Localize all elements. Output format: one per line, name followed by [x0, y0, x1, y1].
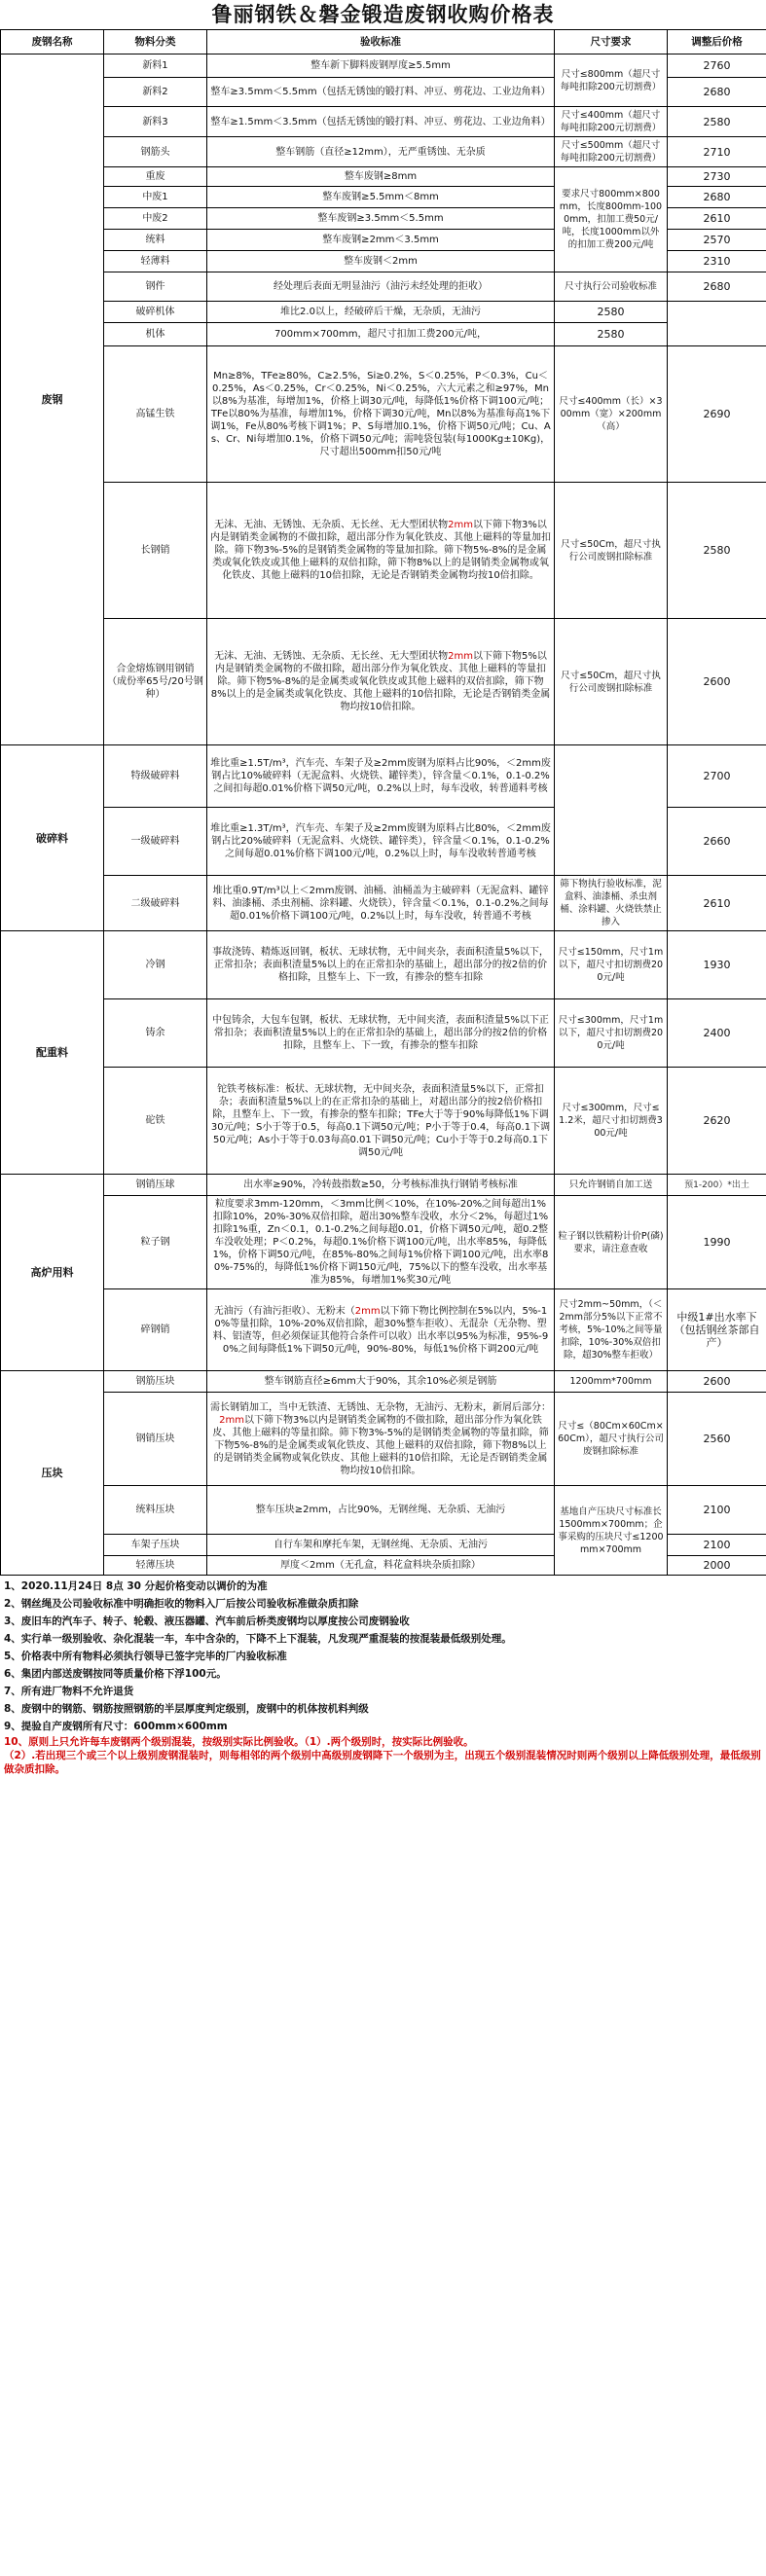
table-row	[1, 1196, 766, 1289]
price-cell: 1990	[668, 1196, 766, 1289]
subcategory-cell: 机体	[104, 323, 207, 346]
highlight-text: 2mm	[219, 1414, 244, 1426]
subcategory-cell: 钢销压块	[104, 1393, 207, 1486]
standard-cell: 整车废钢≥2mm＜3.5mm	[207, 230, 555, 251]
price-cell: 2310	[668, 251, 766, 272]
note-line: 5、价格表中所有物料必须执行领导已签字完毕的厂内验收标准	[4, 1651, 287, 1662]
standard-cell: 整车废钢≥8mm	[207, 167, 555, 187]
subcategory-cell: 砣铁	[104, 1068, 207, 1175]
note-line: 7、所有进厂物料不允许退货	[4, 1686, 134, 1697]
standard-cell: 堆比重≥1.5T/m³，汽车壳、车架子及≥2mm废钢为原料占比90%，＜2mm废钢占比10%破碎料（无泥盒料、火烧铁、罐锌类），锌含量＜0.1%，0.1-0.2%之间扣每超0.01%价格下调50元/吨，0.2%以上时，每车没收，转普通料考核	[207, 745, 555, 808]
red-note-line: 10、原则上只允许每车废钢两个级别混装，按级别实际比例验收。（1）.两个级别时，按实际比例验收。	[4, 1736, 474, 1748]
size-cell: 尺寸2mm~50mm，（＜2mm部分5%以下正常不考核，5%-10%之间等量扣除，10%-30%双倍扣除，超30%整车拒收）	[555, 1289, 668, 1371]
standard-cell: 堆比重≥1.3T/m³，汽车壳、车架子及≥2mm废钢为原料占比80%，＜2mm废钢占比20%破碎料（无泥盒料、火烧铁、罐锌类），锌含量＜0.1%，0.1-0.2%之间每超0.01%价格下调100元/吨，0.2%以上时，每车没收转普通考核	[207, 808, 555, 876]
standard-cell: 厚度＜2mm（无孔盒，料花盒料块杂质扣除）	[207, 1556, 555, 1576]
note-line: 1、2020.11月24日 8点 30 分起价格变动以调价的为准	[4, 1580, 268, 1592]
table-row	[1, 1393, 766, 1486]
subcategory-cell: 一级破碎料	[104, 808, 207, 876]
standard-cell: 整车废钢≥5.5mm＜8mm	[207, 187, 555, 208]
table-row	[1, 1175, 766, 1196]
standard-cell: 整车钢筋直径≥6mm大于90%，其余10%必须是钢筋	[207, 1371, 555, 1393]
category-cell: 废钢	[1, 54, 104, 745]
table-row	[1, 876, 766, 931]
subcategory-cell: 中废1	[104, 187, 207, 208]
price-cell: 2100	[668, 1486, 766, 1535]
size-cell: 尺寸≤（80Cm×60Cm×60Cm），超尺寸执行公司废钢扣除标准	[555, 1393, 668, 1486]
price-cell: 2400	[668, 999, 766, 1068]
price-cell: 2600	[668, 619, 766, 745]
price-cell: 2730	[668, 167, 766, 187]
category-cell: 高炉用料	[1, 1175, 104, 1371]
price-cell: 2580	[555, 323, 668, 346]
price-cell: 2610	[668, 876, 766, 931]
table-row	[1, 931, 766, 999]
standard-cell: 自行车架和摩托车架，无钢丝绳、无杂质、无油污	[207, 1535, 555, 1556]
header-category: 物料分类	[104, 30, 207, 54]
subcategory-cell: 钢件	[104, 272, 207, 302]
standard-cell: 堆比重0.9T/m³以上＜2mm废钢、油桶、油桶盖为主破碎料（无泥盒料、罐锌料、油漆桶、杀虫剂桶、涂料罐、火烧铁），锌含量＜0.1%，0.1-0.2%之间每超0.01%价格下调100元/吨，0.2%以上时，每车没收，转普通不考核	[207, 876, 555, 931]
highlight-text: 2mm	[448, 520, 473, 530]
subcategory-cell: 特级破碎料	[104, 745, 207, 808]
table-header-row	[1, 30, 766, 54]
header-scrap-name: 废钢名称	[1, 30, 104, 54]
price-cell: 2100	[668, 1535, 766, 1556]
category-cell: 配重料	[1, 931, 104, 1175]
note-line: 6、集团内部送废钢按同等质量价格下浮100元。	[4, 1668, 227, 1680]
table-row	[1, 54, 766, 78]
standard-cell: 无油污（有油污拒收）、无粉末（2mm以下筛下物比例控制在5%以内，5%-10%等量扣除，10%-20%双倍扣除，超30%整车拒收）、无混杂（无杂物、塑料、铝渣等，但必须保证其他符合条件可以收）出水率以95%为标准，95%-90%之间每降低1%下调50元/吨，90%-80%，每低1%价格下调200元/吨	[207, 1289, 555, 1371]
notes-section	[0, 1576, 766, 1778]
table-row	[1, 1371, 766, 1393]
price-cell: 2700	[668, 745, 766, 808]
subcategory-cell: 中废2	[104, 208, 207, 230]
size-cell: 只允许钢销自加工送	[555, 1175, 668, 1196]
price-cell: 2660	[668, 808, 766, 876]
size-cell: 尺寸≤300mm，尺寸1m以下，超尺寸扣切割费200元/吨	[555, 999, 668, 1068]
price-table	[0, 29, 766, 1576]
subcategory-cell: 粒子钢	[104, 1196, 207, 1289]
header-standard: 验收标准	[207, 30, 555, 54]
subcategory-cell: 高锰生铁	[104, 346, 207, 483]
highlight-text: 2mm	[448, 651, 473, 662]
subcategory-cell: 轻薄料	[104, 251, 207, 272]
side-note: 预1-200）*出土	[684, 1180, 749, 1190]
subcategory-cell: 铸余	[104, 999, 207, 1068]
price-cell: 中级1#出水率下（包括钢丝茶部自产）	[668, 1289, 766, 1371]
table-row	[1, 346, 766, 483]
subcategory-cell: 破碎机体	[104, 302, 207, 323]
table-body	[1, 54, 766, 1576]
price-cell: 2560	[668, 1393, 766, 1486]
standard-cell: 铊铁考核标准：板状、无球状物，无中间夹杂，表面积渣量5%以下，正常扣杂；表面积渣量5%以上的在正常扣杂的基础上，对超出部分的按2倍价格扣除，且整车上、下一致，有掺杂的整车扣除；TFe大于等于90%每降低1%下调30元/吨；S小于等于0.5，每高0.1下调50元/吨；P小于等于0.4，每高0.1下调50元/吨；As小于等于0.03每高0.01下调50元/吨；Cu小于等于0.2每高0.1下调50元/吨	[207, 1068, 555, 1175]
price-cell: 1930	[668, 931, 766, 999]
category-cell: 破碎料	[1, 745, 104, 931]
standard-cell: 需长钢销加工，当中无铁渣、无锈蚀、无杂物，无油污、无粉末，新屑后部分：2mm以下筛下物3%以内是钢销类金属物的不做扣除，超出部分作为氧化铁皮、其他上磁料的等量扣除。筛下物3%-5%的是钢销类金属物的等量扣除，筛下物5%-8%的是金属类或氧化铁皮、其他上磁料的双倍扣除，筛下物8%以上的是钢销类金属物或氧化铁皮、其他上磁料的10倍扣除，无论是否钢销类金属物均按10倍扣除。	[207, 1393, 555, 1486]
standard-cell: 整车钢筋（直径≥12mm），无严重锈蚀、无杂质	[207, 137, 555, 167]
size-cell: 尺寸≤800mm（超尺寸每吨扣除200元切割费）	[555, 54, 668, 107]
standard-cell: 事故浇铸、精炼返回钢，板状、无球状物，无中间夹杂，表面积渣量5%以下，正常扣杂；表面积渣量5%以上的在正常扣杂的基础上，超出部分的按2倍的价格扣除，且整车上、下一致，有掺杂的整车扣除	[207, 931, 555, 999]
highlight-text: 2mm	[354, 1305, 381, 1317]
standard-cell: 出水率≥90%，冷转鼓指数≥50，分考核标准执行钢销考核标准	[207, 1175, 555, 1196]
price-cell: 2580	[668, 483, 766, 619]
subcategory-cell: 碎钢销	[104, 1289, 207, 1371]
price-cell: 2600	[668, 1371, 766, 1393]
size-cell: 尺寸≤500mm（超尺寸每吨扣除200元切割费）	[555, 137, 668, 167]
table-row	[1, 745, 766, 808]
size-cell: 筛下物执行验收标准，泥盒料、油漆桶、杀虫剂桶、涂料罐、火烧铁禁止掺入	[555, 876, 668, 931]
standard-cell: 堆比2.0以上，经破碎后干燥，无杂质，无油污	[207, 302, 555, 323]
table-row	[1, 1068, 766, 1175]
subcategory-cell: 长钢销	[104, 483, 207, 619]
table-row	[1, 137, 766, 167]
standard-cell: 整车≥1.5mm＜3.5mm（包括无锈蚀的锻打料、冲豆、剪花边、工业边角料）	[207, 107, 555, 137]
table-row	[1, 107, 766, 137]
subcategory-cell: 新料2	[104, 78, 207, 107]
standard-cell: 整车新下脚料废钢厚度≥5.5mm	[207, 54, 555, 78]
subcategory-cell: 二级破碎料	[104, 876, 207, 931]
standard-cell: 700mm×700mm，超尺寸扣加工费200元/吨，	[207, 323, 555, 346]
size-cell: 尺寸≤400mm（长）×300mm（宽）×200mm（高）	[555, 346, 668, 483]
standard-cell: 整车废钢≥3.5mm＜5.5mm	[207, 208, 555, 230]
price-cell: 2000	[668, 1556, 766, 1576]
table-row	[1, 1486, 766, 1535]
standard-cell: Mn≥8%，TFe≥80%，C≥2.5%，Si≥0.2%，S＜0.25%，P＜0.3%，Cu＜0.25%，As＜0.25%，Cr＜0.25%，Ni＜0.25%，六大元素之和≥97%，Mn以8%为基准，每增加1%，价格上调30元/吨，每降低1%价格下调100元/吨；TFe以80%为基准，每增加1%，价格下调30元/吨，Mn以8%为基准每高1%下调1%，Fe从80%考核下调1%；P、S每增加0.1%，价格下调50元/吨；Cu、As、Cr、Ni每增加0.1%，价格下调50元/吨；需吨袋包装(每1000Kg±10Kg)，尺寸超出500mm扣50元/吨	[207, 346, 555, 483]
note-line: 4、实行单一级别验收、杂化混装一车，车中含杂的，下降不上下混装，凡发现严重混装的按混装最低级别处理。	[4, 1633, 512, 1645]
size-cell: 尺寸≤150mm，尺寸1m以下，超尺寸扣切割费200元/吨	[555, 931, 668, 999]
standard-cell: 无沫、无油、无锈蚀、无杂质、无长丝、无大型团状物2mm以下筛下物3%以内是钢销类金属物的不做扣除，超出部分作为氧化铁皮、其他上磁料的等量加扣除。筛下物3%-5%的是钢销类金属物的等量加扣除。筛下物5%-8%的是金属类或氧化铁皮或其他上磁料的双倍扣除，筛下物8%以上的是钢销类金属物或氧化铁皮、其他上磁料的10倍扣除，无论是否钢销类金属物均按10倍扣除。	[207, 483, 555, 619]
page-title: 鲁丽钢铁＆磐金锻造废钢收购价格表	[211, 2, 555, 26]
size-cell: 基地自产压块尺寸标准长1500mm×700mm；企事采购的压块尺寸≤1200mm×700mm	[555, 1486, 668, 1576]
table-row	[1, 167, 766, 187]
size-cell: 尺寸≤300mm，尺寸≤1.2米，超尺寸扣切割费300元/吨	[555, 1068, 668, 1175]
subcategory-cell: 钢销压球	[104, 1175, 207, 1196]
subcategory-cell: 新料3	[104, 107, 207, 137]
category-cell: 压块	[1, 1371, 104, 1576]
price-cell	[668, 1175, 766, 1196]
subcategory-cell: 新料1	[104, 54, 207, 78]
standard-cell: 无沫、无油、无锈蚀、无杂质、无长丝、无大型团状物2mm以下筛下物5%以内是钢销类金属物的不做扣除，超出部分作为氧化铁皮、其他上磁料的等量扣除。筛下物5%-8%的是金属类或氧化铁皮或其他上磁料的双倍扣除，筛下物8%以上的是金属类或氧化铁皮、其他上磁料的10倍扣除，无论是否钢销类金属物均按10倍扣除。	[207, 619, 555, 745]
subcategory-cell: 合金熔炼钢用钢销（成份率65号/20号钢种）	[104, 619, 207, 745]
price-cell: 2710	[668, 137, 766, 167]
subcategory-cell: 统料	[104, 230, 207, 251]
size-cell	[555, 745, 668, 876]
standard-cell: 粒度要求3mm-120mm，＜3mm比例＜10%，在10%-20%之间每超出1%扣除10%，20%-30%双倍扣除，超出30%整车没收，水分＜2%，每超过1%扣除1%重，Zn＜0.1，0.1-0.2%之间每超0.01，价格下调50元/吨，超0.2整车没收处理；P＜0.2%，每超0.1%价格下调100元/吨，出水率85%，每降低1%，价格下调50元/吨，在85%-80%之间每1%价格下调100元/吨，出水率80%-75%的，每降低1%价格下调150元/吨，75%以下的整车没收，出水率基准为85%，每增加1%奖30元/吨	[207, 1196, 555, 1289]
subcategory-cell: 轻薄压块	[104, 1556, 207, 1576]
price-cell: 2580	[668, 107, 766, 137]
size-cell: 粒子钢以铁精粉计价P(磷)要求，请注意查收	[555, 1196, 668, 1289]
size-cell: 尺寸≤50Cm，超尺寸执行公司废钢扣除标准	[555, 483, 668, 619]
table-row	[1, 1289, 766, 1371]
table-row	[1, 483, 766, 619]
header-price: 调整后价格	[668, 30, 766, 54]
standard-cell: 整车≥3.5mm＜5.5mm（包括无锈蚀的锻打料、冲豆、剪花边、工业边角料）	[207, 78, 555, 107]
subcategory-cell: 钢筋头	[104, 137, 207, 167]
size-cell: 尺寸≤50Cm，超尺寸执行公司废钢扣除标准	[555, 619, 668, 745]
header-size: 尺寸要求	[555, 30, 668, 54]
price-cell: 2620	[668, 1068, 766, 1175]
table-row	[1, 999, 766, 1068]
standard-cell: 中包铸余，大包车包钢，板状、无球状物，无中间夹渣，表面积渣量5%以下正常扣杂；表面积渣量5%以上的在正常扣杂的基础上，超出部分的按2倍的价格扣除，且整车上、下一致，有掺杂的整车扣除	[207, 999, 555, 1068]
table-row	[1, 272, 766, 302]
subcategory-cell: 车架子压块	[104, 1535, 207, 1556]
subcategory-cell: 重废	[104, 167, 207, 187]
standard-cell: 经处理后表面无明显油污（油污未经处理的拒收）	[207, 272, 555, 302]
size-cell: 1200mm*700mm	[555, 1371, 668, 1393]
table-row	[1, 323, 766, 346]
standard-cell: 整车压块≥2mm，占比90%，无钢丝绳、无杂质、无油污	[207, 1486, 555, 1535]
subcategory-cell: 钢筋压块	[104, 1371, 207, 1393]
standard-cell: 整车废钢＜2mm	[207, 251, 555, 272]
price-cell: 2610	[668, 208, 766, 230]
red-note-line: （2）.若出现三个或三个以上级别废钢混装时，则每相邻的两个级别中高级别废钢降下一个级别为主，出现五个级别混装情况时则两个级别以上降低级别处理，最低级别做杂质扣除。	[4, 1750, 761, 1775]
note-line: 8、废钢中的钢筋、钢筋按照钢筋的半层厚度判定级别，废钢中的机体按机料判级	[4, 1703, 369, 1715]
price-cell: 2680	[668, 78, 766, 107]
note-line: 9、提验自产废钢所有尺寸：600mm×600mm	[4, 1721, 228, 1732]
price-cell: 2680	[668, 272, 766, 302]
price-cell: 2580	[555, 302, 668, 323]
price-cell: 2570	[668, 230, 766, 251]
size-cell: 尺寸执行公司验收标准	[555, 272, 668, 302]
note-line: 3、废旧车的汽车子、转子、轮毂、液压器罐、汽车前后桥类废钢均以厚度按公司废钢验收	[4, 1615, 410, 1627]
price-cell: 2760	[668, 54, 766, 78]
table-row	[1, 302, 766, 323]
size-cell: 要求尺寸800mm×800mm，长度800mm-1000mm，扣加工费50元/吨，长度1000mm以外的扣加工费200元/吨	[555, 167, 668, 272]
size-cell: 尺寸≤400mm（超尺寸每吨扣除200元切割费）	[555, 107, 668, 137]
table-row	[1, 619, 766, 745]
subcategory-cell: 统料压块	[104, 1486, 207, 1535]
price-cell: 2690	[668, 346, 766, 483]
price-cell: 2680	[668, 187, 766, 208]
subcategory-cell: 冷钢	[104, 931, 207, 999]
note-line: 2、钢丝绳及公司验收标准中明确拒收的物料入厂后按公司验收标准做杂质扣除	[4, 1598, 359, 1610]
